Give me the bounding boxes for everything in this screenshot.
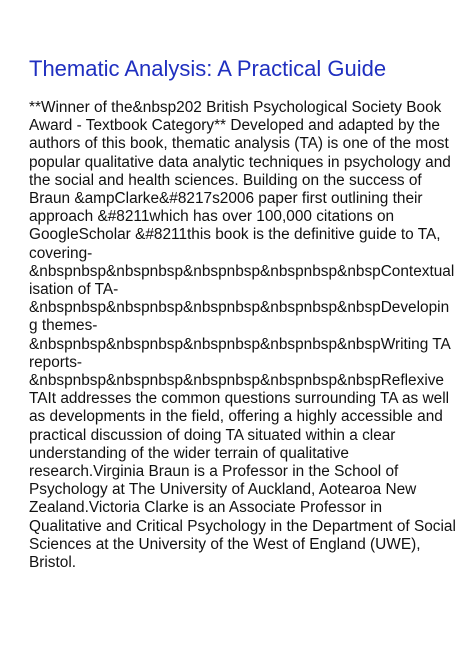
document-body: **Winner of the&nbsp202 British Psychological Society Book Award - Textbook Category** Developed and adapted by the authors of this book, thematic analysis (TA) is one of the most popular qualitative data analytic techniques in psychology and the social and health sciences. Building on the success of Braun &ampClarke&#8217s2006 paper first outlining their approach &#8211which has over 100,000 citations on GoogleScholar &#8211this book is the definitive guide to TA, covering-&nbspnbsp&nbspnbsp&nbspnbsp&nbspnbsp&nbspContextualisation of TA-&nbspnbsp&nbspnbsp&nbspnbsp&nbspnbsp&nbspDeveloping themes-&nbspnbsp&nbspnbsp&nbspnbsp&nbspnbsp&nbspWriting TA reports-&nbspnbsp&nbspnbsp&nbspnbsp&nbspnbsp&nbspReflexive TAIt addresses the common questions surrounding TA as well as developments in the field, offering a highly accessible and practical discussion of doing TA situated within a clear understanding of the wider terrain of qualitative research.Virginia Braun is a Professor in the School of Psychology at The University of Auckland, Aotearoa New Zealand.Victoria Clarke is an Associate Professor in Qualitative and Critical Psychology in the Department of Social Sciences at the University of the West of England (UWE), Bristol. <box>29 99 456 572</box>
document-title: Thematic Analysis: A Practical Guide <box>29 56 387 81</box>
